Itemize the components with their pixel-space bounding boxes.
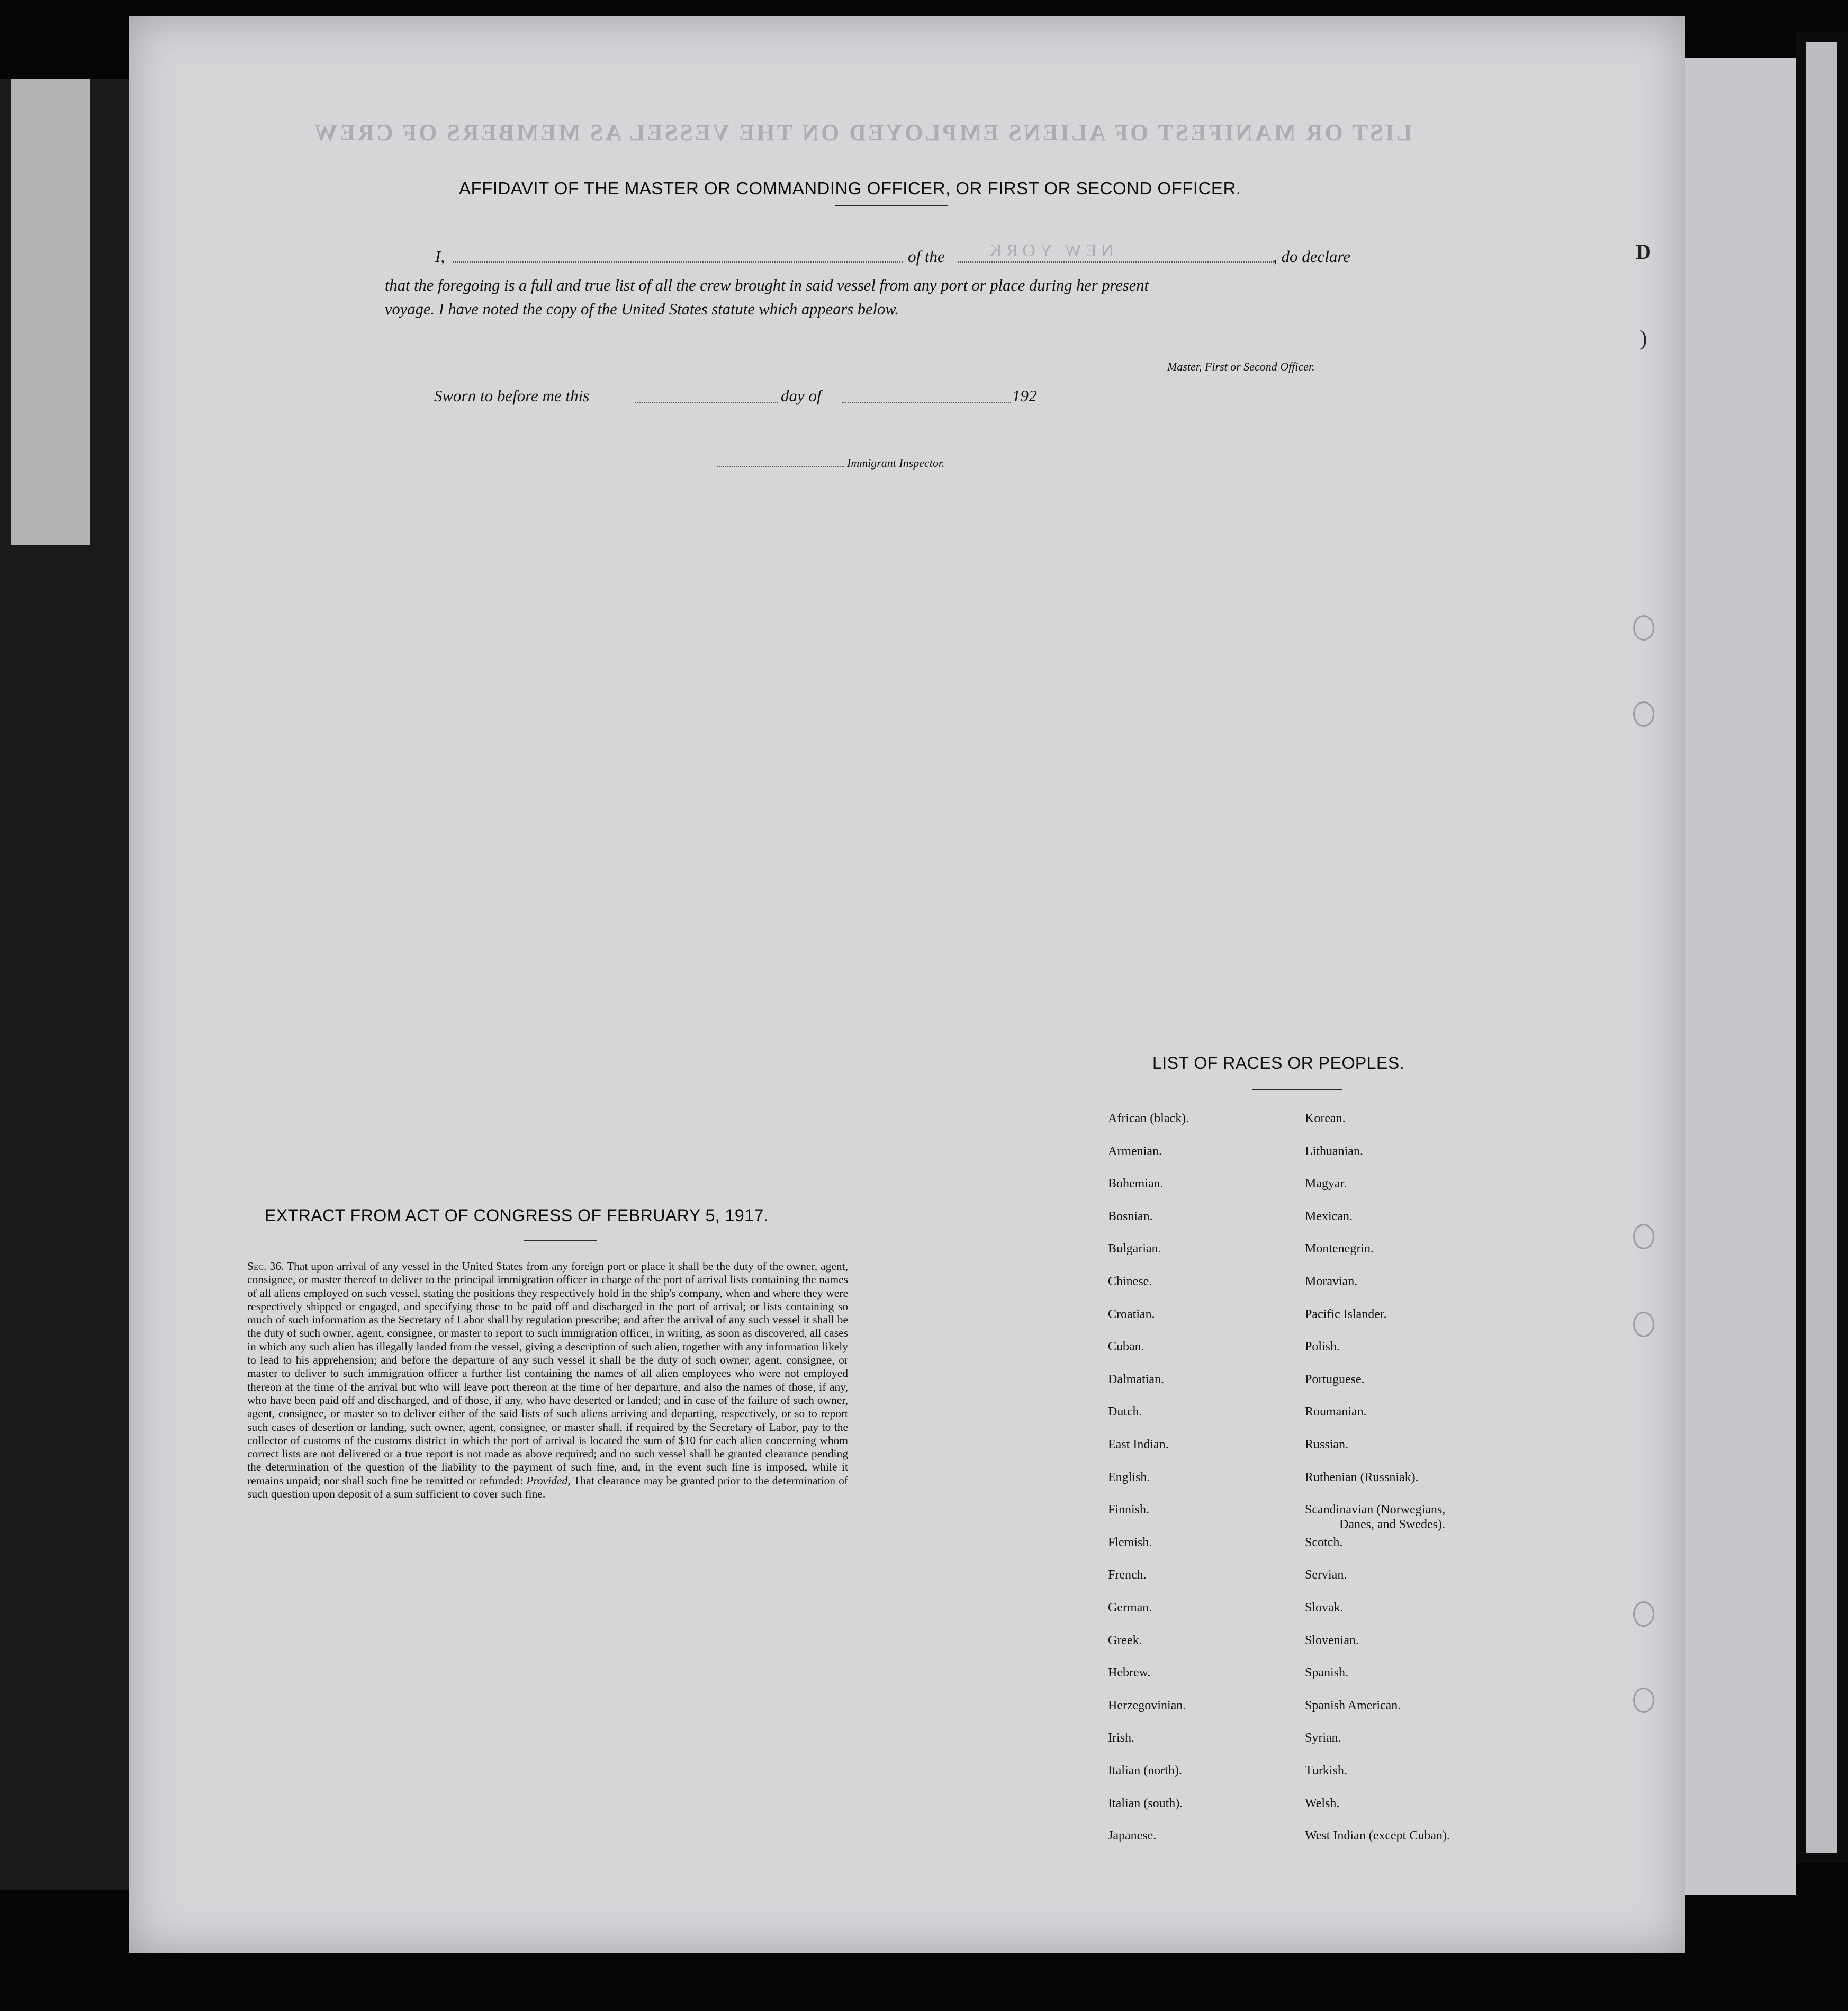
provided-term: Provided, [526, 1474, 571, 1487]
race-left-item: German. [1108, 1601, 1152, 1615]
sworn-year: 192 [1012, 386, 1037, 405]
race-left-item: Italian (north). [1108, 1764, 1182, 1778]
race-left-item: Flemish. [1108, 1535, 1152, 1549]
affidavit-line-3: voyage. I have noted the copy of the United States statute which appears below. [385, 300, 899, 318]
punch-hole [1633, 1312, 1654, 1337]
race-right-item: Russian. [1305, 1438, 1349, 1451]
race-right-item: Roumanian. [1305, 1405, 1367, 1419]
affidavit-do-declare: , do declare [1273, 247, 1351, 266]
race-right-item: Portuguese. [1305, 1372, 1365, 1386]
race-right-item: Syrian. [1305, 1731, 1341, 1745]
affidavit-i: I, [435, 247, 445, 266]
master-signature-label: Master, First or Second Officer. [1167, 360, 1315, 373]
races-title-rule [1252, 1089, 1342, 1090]
race-left-item: Japanese. [1108, 1829, 1157, 1843]
extract-title: EXTRACT FROM ACT OF CONGRESS OF FEBRUARY 5, 1917. [265, 1206, 769, 1225]
races-title: LIST OF RACES OR PEOPLES. [1152, 1053, 1405, 1072]
race-left-item: Bohemian. [1108, 1177, 1164, 1191]
race-left-item: Dalmatian. [1108, 1372, 1164, 1386]
punch-hole [1633, 701, 1654, 727]
race-left-item: Dutch. [1108, 1405, 1142, 1419]
race-right-item: Korean. [1305, 1112, 1346, 1125]
race-left-item: East Indian. [1108, 1438, 1169, 1451]
affidavit-line-2: that the foregoing is a full and true list of all the crew brought in said vessel from any port or place during her present [385, 276, 1149, 294]
extract-section-text [247, 1260, 848, 1501]
race-right-item: Welsh. [1305, 1796, 1340, 1810]
race-right-item: Moravian. [1305, 1275, 1358, 1288]
race-left-item: Greek. [1108, 1633, 1142, 1647]
extract-title-rule [524, 1240, 597, 1241]
race-left-item: Chinese. [1108, 1275, 1152, 1288]
punch-hole [1633, 1688, 1654, 1713]
race-right-item: Scotch. [1305, 1535, 1343, 1549]
race-right-item: Ruthenian (Russniak). [1305, 1470, 1419, 1484]
race-left-item: Italian (south). [1108, 1796, 1183, 1810]
punch-hole [1633, 1224, 1654, 1249]
sworn-prefix: Sworn to before me this [434, 386, 590, 405]
affidavit-title: AFFIDAVIT OF THE MASTER OR COMMANDING OFFICER, OR FIRST OR SECOND OFFICER. [459, 178, 1241, 198]
race-right-item: Spanish American. [1305, 1698, 1401, 1712]
race-right-item: Mexican. [1305, 1209, 1353, 1223]
extract-body-part-2: That clearance may be granted prior to the determination of such question upon deposit of a sum sufficient to cover such fine. [247, 1474, 849, 1501]
race-right-item: Polish. [1305, 1340, 1340, 1354]
race-left-item: Cuban. [1108, 1340, 1144, 1354]
margin-mark-paren: ) [1640, 326, 1647, 350]
race-left-item: Irish. [1108, 1731, 1134, 1745]
race-right-continuation: Danes, and Swedes). [1339, 1518, 1445, 1532]
punch-hole [1633, 1601, 1654, 1627]
right-adjacent-page [1796, 32, 1848, 1863]
race-right-item: Lithuanian. [1305, 1144, 1363, 1158]
race-right-item: Magyar. [1305, 1177, 1347, 1191]
document-page [129, 16, 1685, 1953]
race-right-item: West Indian (except Cuban). [1305, 1829, 1450, 1843]
bleed-through-header: LIST OR MANIFEST OF ALIENS EMPLOYED ON THE VESSEL AS MEMBERS OF CREW [312, 120, 1412, 146]
race-left-item: African (black). [1108, 1112, 1189, 1125]
margin-mark-d: D [1636, 240, 1651, 264]
race-right-item: Turkish. [1305, 1764, 1347, 1778]
inspector-label: Immigrant Inspector. [847, 456, 945, 470]
section-label: Sec. 36. [247, 1260, 284, 1273]
punch-hole [1633, 615, 1654, 641]
race-right-item: Montenegrin. [1305, 1242, 1374, 1256]
race-left-item: Armenian. [1108, 1144, 1162, 1158]
sworn-day-of: day of [781, 386, 822, 405]
sworn-month-blank[interactable] [842, 402, 1011, 403]
race-left-item: Bulgarian. [1108, 1242, 1161, 1256]
race-left-item: Bosnian. [1108, 1209, 1153, 1223]
race-right-item: Scandinavian (Norwegians, [1305, 1503, 1446, 1517]
inspector-dot-leader [717, 466, 844, 467]
affidavit-of-the: of the [908, 247, 945, 266]
race-left-item: Croatian. [1108, 1307, 1155, 1321]
right-page-edge [1685, 58, 1796, 1895]
race-left-item: French. [1108, 1568, 1147, 1582]
affidavit-title-rule [835, 205, 948, 206]
left-adjacent-page [0, 79, 129, 1890]
master-name-blank[interactable] [453, 261, 903, 263]
race-left-item: English. [1108, 1470, 1150, 1484]
bleed-through-port: NEW YORK [985, 241, 1114, 260]
extract-body-part-1: That upon arrival of any vessel in the United States from any foreign port or place it shall be the duty of the owner, agent, consignee, or master thereof to deliver to the principal immigration officer in charge of the port of arrival lists containing the names of all aliens employed on such vessel, stating the positions they respectively hold in the ship's company, when and where they were respectively shipped or engaged, and specifying those to be paid off and discharged in the port of arrival; or lists containing so much of such information as the Secretary of Labor shall by regulation prescribe; and after the arrival of any such vessel it shall be the duty of such owner, agent, consignee, or master to report to such immigration officer, in writing, as soon as discovered, all cases in which any such alien has illegally landed from the vessel, giving a description of such alien, together with any information likely to lead to his apprehension; and before the departure of any such vessel it shall be the duty of such owner, agent, consignee, or master to deliver to such immigration officer a further list containing the names of all alien employees who were not employed thereon at the time of the arrival but who will leave port thereon at the time of her departure, and also the names of those, if any, who have been paid off and discharged, and of those, if any, who have deserted or landed; and in case of the failure of such owner, agent, consignee, or master so to deliver either of the said lists of such aliens arriving and departing, respectively, or so to report such cases of desertion or landing, such owner, agent, consignee, or master shall, if required by the Secretary of Labor, pay to the collector of customs of the customs district in which the port of arrival is located the sum of $10 for each alien concerning whom correct lists are not delivered or a true report is not made as above required; and no such vessel shall be granted clearance pending the determination of the question of the liability to the payment of such fine, and, in the event such fine is imposed, while it remains unpaid; nor shall such fine be remitted or refunded: [247, 1260, 848, 1487]
race-right-item: Slovak. [1305, 1601, 1344, 1615]
race-right-item: Servian. [1305, 1568, 1347, 1582]
race-right-item: Spanish. [1305, 1666, 1349, 1680]
race-right-item: Pacific Islander. [1305, 1307, 1387, 1321]
race-left-item: Finnish. [1108, 1503, 1150, 1517]
race-left-item: Hebrew. [1108, 1666, 1151, 1680]
race-left-item: Herzegovinian. [1108, 1698, 1186, 1712]
race-right-item: Slovenian. [1305, 1633, 1359, 1647]
sworn-day-blank[interactable] [635, 402, 778, 403]
vessel-name-blank[interactable] [958, 261, 1276, 263]
